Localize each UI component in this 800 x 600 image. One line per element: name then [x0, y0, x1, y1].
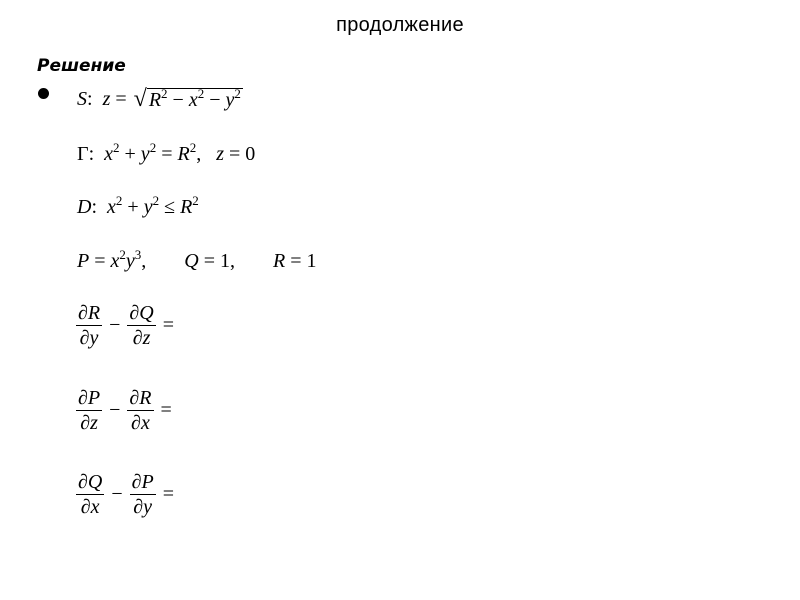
equation-domain: D: $x^2 + y^2 \le R^2$: [77, 193, 199, 218]
curl-component-1: $\frac{\partial R}{\partial y}$ − $\frac{\partial Q}{\partial z}$ =: [78, 302, 175, 349]
fraction: $\frac{\partial R}{\partial x}$: [129, 387, 152, 434]
fraction: $\frac{\partial Q}{\partial x}$: [78, 471, 103, 518]
curl-component-2: $\frac{\partial P}{\partial z}$ − $\frac{\partial R}{\partial x}$ =: [78, 387, 172, 434]
equation-components: $P = x^2y^3$, Q = 1, R = 1: [77, 247, 317, 272]
slide-title: продолжение: [336, 14, 464, 36]
equation-surface: S: z = √ $R^2 - x^2 - y^2$: [77, 86, 241, 112]
solution-heading: Решение: [37, 56, 126, 76]
fraction: $\frac{\partial Q}{\partial z}$: [129, 302, 154, 349]
sqrt-symbol: √ $R^2 - x^2 - y^2$: [133, 86, 241, 112]
fraction: $\frac{\partial P}{\partial y}$: [131, 471, 154, 518]
curl-component-3: $\frac{\partial Q}{\partial x}$ − $\frac{\partial P}{\partial y}$ =: [78, 471, 175, 518]
bullet-marker: [38, 88, 49, 99]
fraction: $\frac{\partial R}{\partial y}$: [78, 302, 101, 349]
fraction: $\frac{\partial P}{\partial z}$: [78, 387, 101, 434]
equation-contour: Γ: $x^2 + y^2 = R^2$, z = 0: [77, 140, 256, 165]
